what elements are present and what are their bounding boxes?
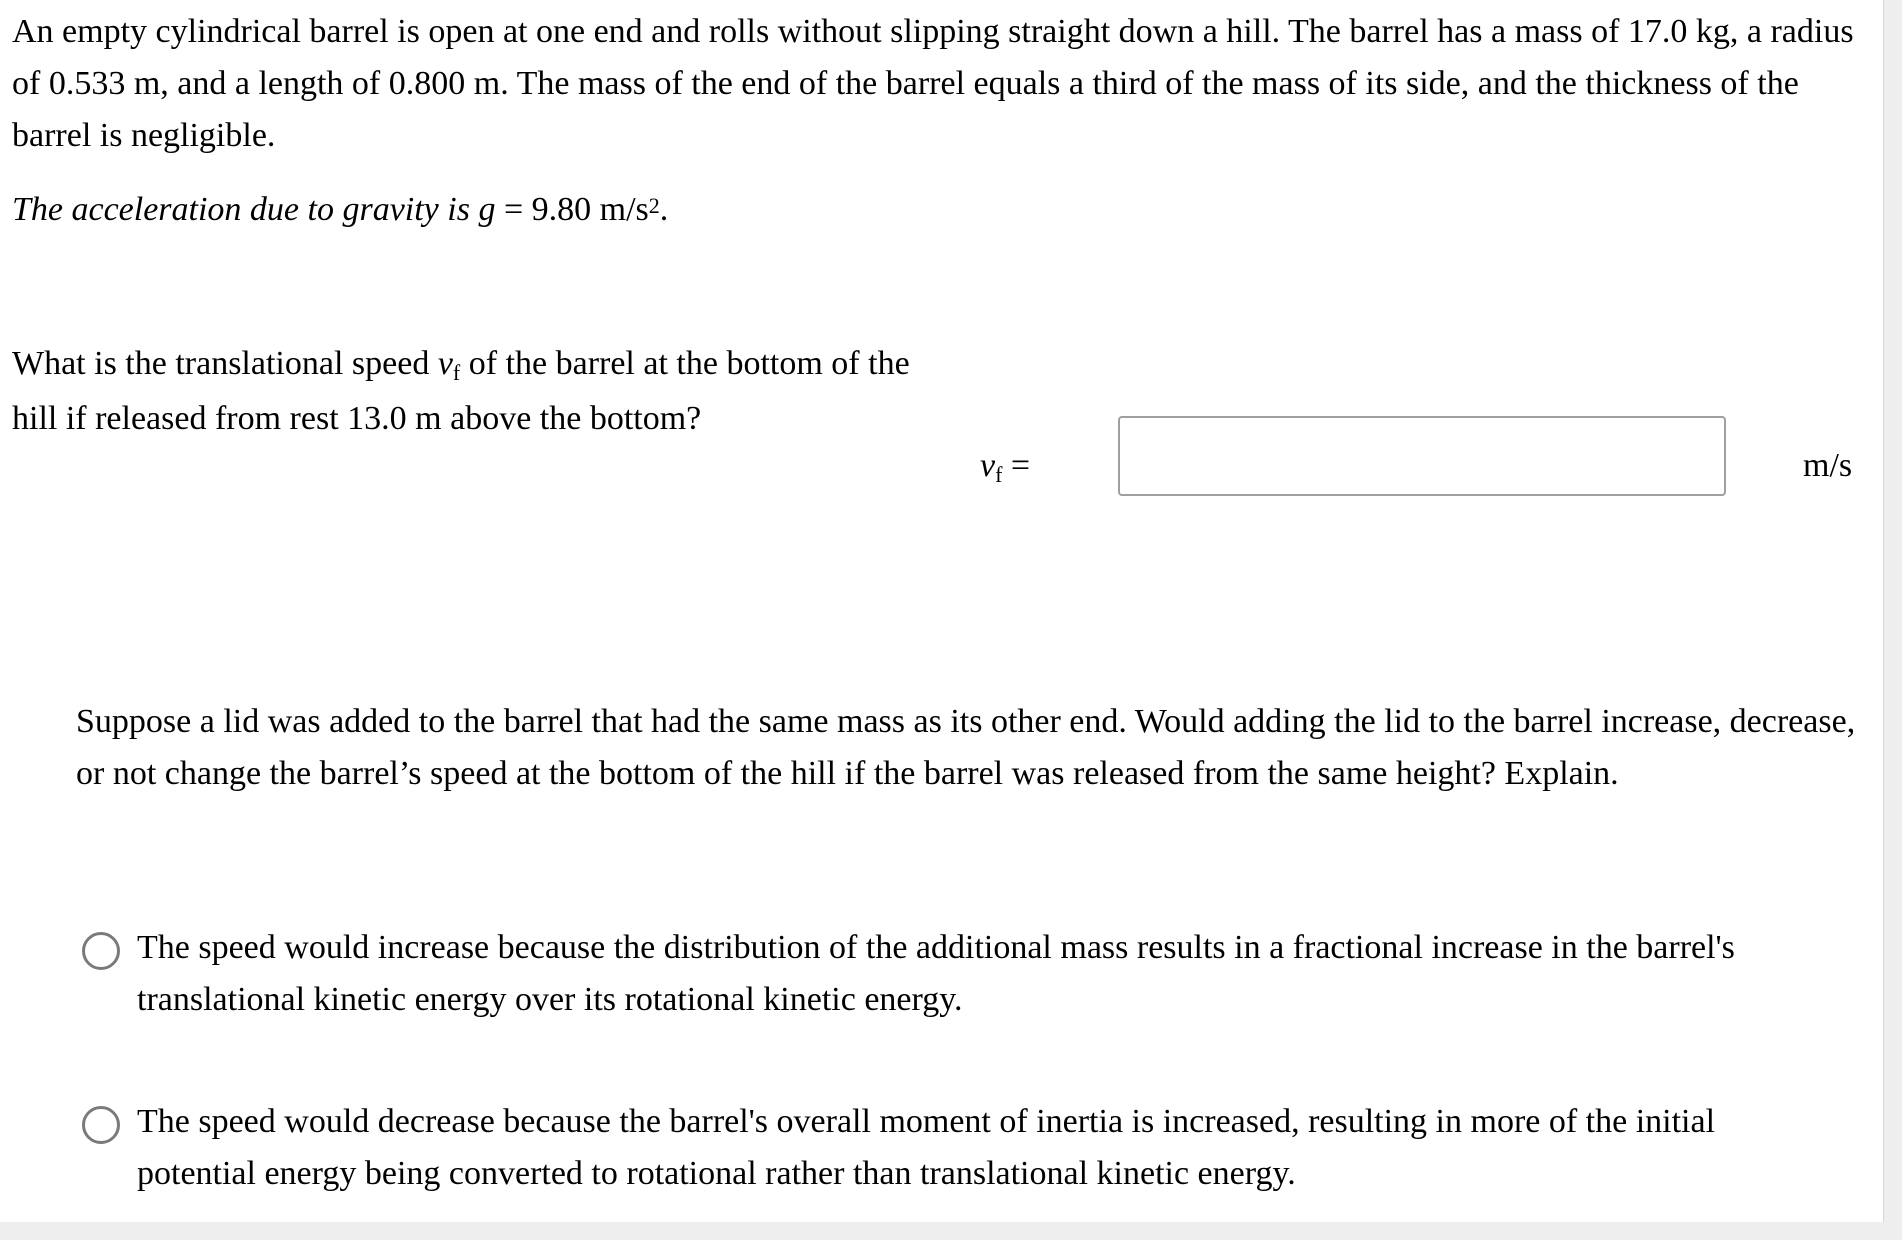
answer-label <box>980 440 1030 495</box>
speed-question-text <box>12 338 912 445</box>
question-var-subscript: f <box>452 360 461 385</box>
radio-button[interactable] <box>82 932 120 970</box>
answer-label-subscript: f <box>995 462 1003 487</box>
option-text: The speed would decrease because the barrel's overall moment of inertia is increased, resulting in more of the initial potential energy being converted to rotational rather than translational kinetic energy. <box>137 1103 1716 1192</box>
gravity-prefix: The acceleration due to gravity is <box>12 191 479 228</box>
gravity-note <box>12 184 668 236</box>
option-text: The speed would increase because the distribution of the additional mass results in a fractional increase in the barrel's translational kinetic energy over its rotational kinetic energy. <box>137 929 1735 1018</box>
question-text-before: What is the translational speed <box>12 345 438 382</box>
problem-statement: An empty cylindrical barrel is open at one end and rolls without slipping straight down a hill. The barrel has a mass of 17.0 kg, a radius of 0.533 m, and a length of 0.800 m. The mass of the end of the barrel equals a third of the mass of its side, and the thickness of the barrel is negligible. <box>12 13 1854 154</box>
question-text-after: of the barrel at the bottom of the hill if released from rest 13.0 m above the bottom? <box>12 345 910 437</box>
answer-label-equals: = <box>1002 447 1031 484</box>
gravity-exponent: 2 <box>648 193 660 218</box>
unit-label: m/s <box>1803 447 1853 484</box>
gravity-value: = 9.80 m/s <box>495 191 649 228</box>
gravity-period: . <box>659 191 669 228</box>
radio-button[interactable] <box>82 1106 120 1144</box>
page-edge-divider <box>1883 0 1884 1222</box>
question-var-symbol: v <box>437 345 453 382</box>
lid-question-text: Suppose a lid was added to the barrel that had the same mass as its other end. Would adding the lid to the barrel increase, decrease, or not change the barrel’s speed at the bottom of the hill if the barrel was released from the same height? Explain. <box>76 703 1856 792</box>
speed-answer-input[interactable] <box>1118 416 1726 496</box>
answer-label-symbol: v <box>980 447 996 484</box>
gravity-symbol: g <box>478 191 496 228</box>
